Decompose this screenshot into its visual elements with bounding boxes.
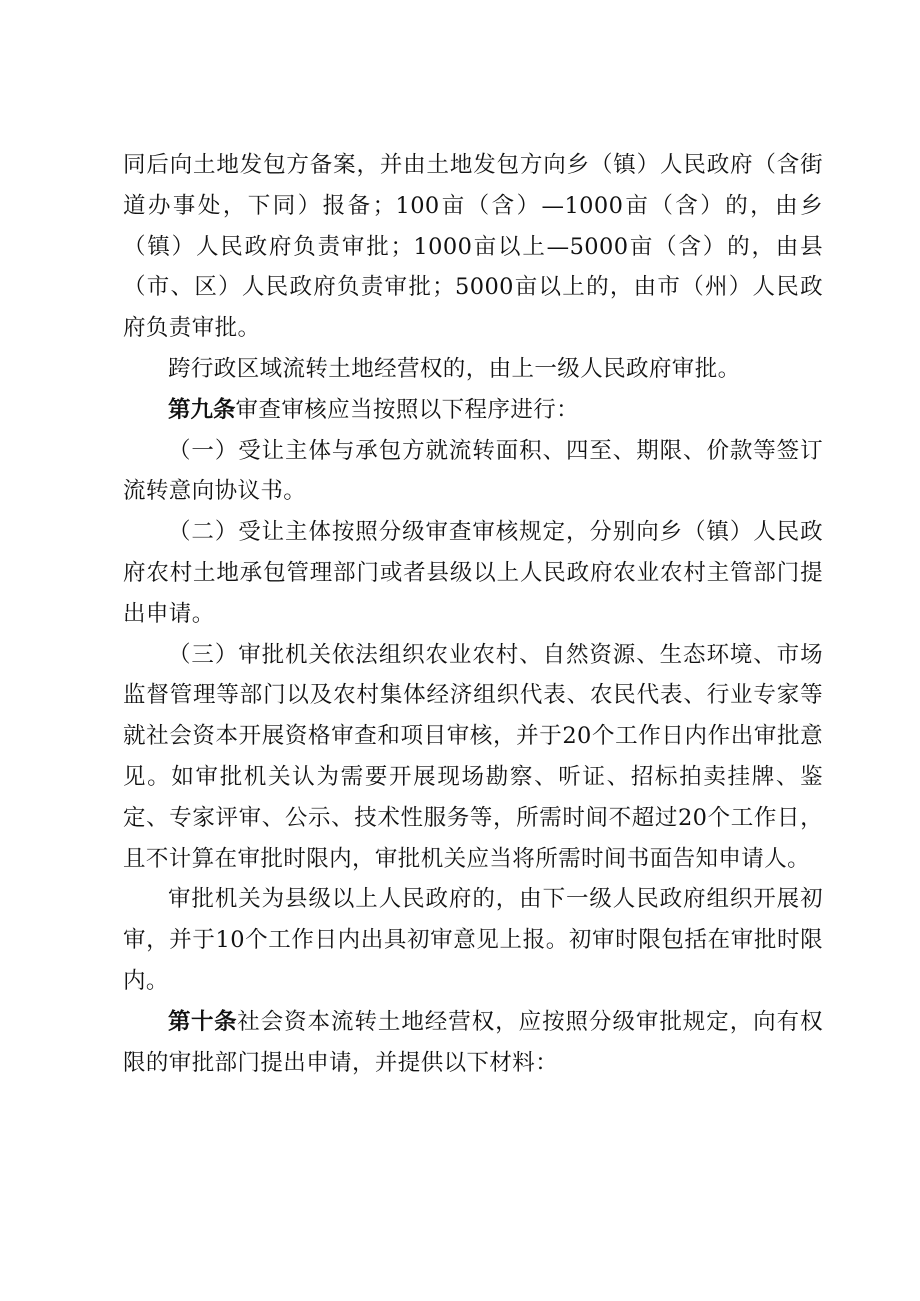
paragraph-cross-region-approval: 跨行政区域流转土地经营权的，由上一级人民政府审批。 [168, 355, 741, 382]
paragraph-preliminary-review: 审批机关为县级以上人民政府的，由下一级人民政府组织开展初审，并于10个工作日内出具初审意见上报。初审时限包括在审批时限内。 [123, 886, 823, 994]
document-body [123, 145, 823, 1083]
paragraph-step-1: （一）受让主体与承包方就流转面积、四至、期限、价款等签订流转意向协议书。 [123, 437, 823, 505]
paragraph-continuation: 同后向土地发包方备案，并由土地发包方向乡（镇）人民政府（含街道办事处，下同）报备；100亩（含）—1000亩（含）的，由乡（镇）人民政府负责审批；1000亩以上—5000亩（含）的，由县（市、区）人民政府负责审批；5000亩以上的，由市（州）人民政府负责审批。 [123, 152, 823, 342]
article-10-text: 社会资本流转土地经营权，应按照分级审批规定，向有权限的审批部门提出申请，并提供以下材料： [123, 1008, 823, 1076]
article-10-heading: 第十条 [168, 1008, 238, 1035]
article-9-heading: 第九条 [168, 396, 236, 423]
paragraph-article-10 [123, 1002, 823, 1084]
paragraph-step-2: （二）受让主体按照分级审查审核规定，分别向乡（镇）人民政府农村土地承包管理部门或者县级以上人民政府农业农村主管部门提出申请。 [123, 519, 823, 627]
paragraph-article-9 [123, 390, 823, 431]
article-9-text: 审查审核应当按照以下程序进行： [235, 396, 580, 423]
paragraph-step-3: （三）审批机关依法组织农业农村、自然资源、生态环境、市场监督管理等部门以及农村集体经济组织代表、农民代表、行业专家等就社会资本开展资格审查和项目审核，并于20个工作日内作出审批意见。如审批机关认为需要开展现场勘察、听证、招标拍卖挂牌、鉴定、专家评审、公示、技术性服务等，所需时间不超过20个工作日，且不计算在审批时限内，审批机关应当将所需时间书面告知申请人。 [123, 641, 823, 872]
